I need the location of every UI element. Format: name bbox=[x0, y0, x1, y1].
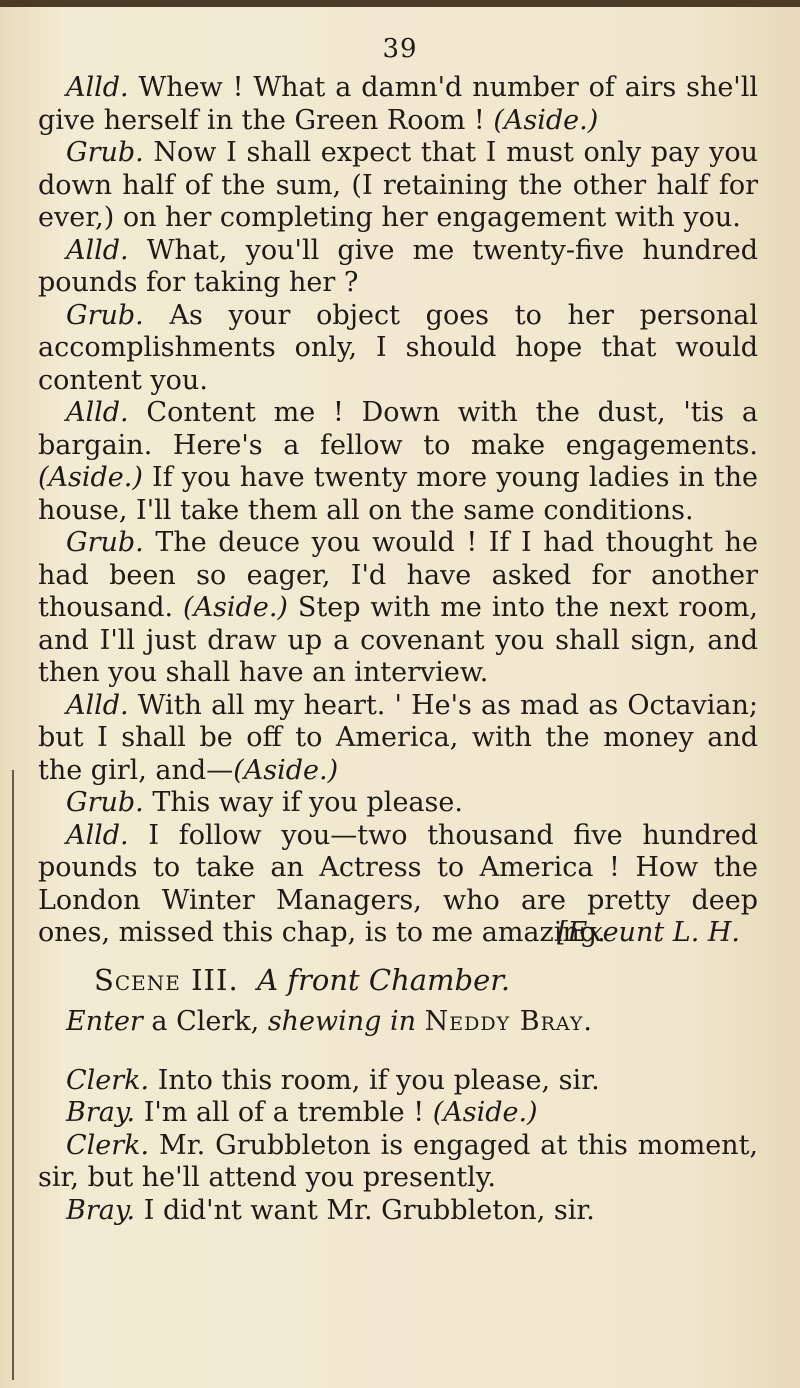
stage-text: a Clerk, bbox=[142, 1006, 268, 1037]
speaker: Grub. bbox=[66, 787, 144, 818]
line: Now I shall expect that I must only pay you down half of the sum, (I retaining the other half for ever,) on her completing her engagement with you. bbox=[38, 137, 758, 233]
stage-in: in bbox=[381, 1006, 425, 1037]
dialogue-paragraph bbox=[38, 235, 758, 300]
aside: (Aside.) bbox=[233, 754, 339, 786]
speaker: Grub. bbox=[66, 299, 144, 331]
page-number: 39 bbox=[382, 34, 418, 64]
speaker: Bray. bbox=[66, 1194, 136, 1226]
dialogue-paragraph bbox=[38, 787, 758, 820]
line: Step with me into the next room, and I'll just draw up a covenant you shall sign, and then you shall have an interview. bbox=[38, 592, 758, 688]
speaker: Clerk. bbox=[66, 1129, 150, 1161]
line: As your object goes to her personal accomplishments only, I should hope that would content you. bbox=[38, 299, 758, 396]
page-left-rule bbox=[12, 770, 14, 1380]
page-top-edge bbox=[0, 0, 800, 7]
stage-shewing: shewing bbox=[267, 1006, 382, 1037]
exit-direction: [Exeunt L. H. bbox=[557, 917, 740, 948]
aside: (Aside.) bbox=[493, 104, 599, 136]
line: The deuce you would ! If I had thought he had been so eager, I'd have asked for another thousand. bbox=[38, 527, 758, 623]
line: This way if you please. bbox=[143, 787, 463, 818]
speaker: Alld. bbox=[66, 689, 129, 721]
scene-location: A front Chamber. bbox=[257, 962, 511, 997]
line: I did'nt want Mr. Grubbleton, sir. bbox=[135, 1194, 595, 1226]
dialogue-paragraph bbox=[38, 72, 758, 137]
speaker: Bray. bbox=[66, 1097, 136, 1128]
dialogue-paragraph bbox=[38, 1065, 758, 1098]
scene-heading bbox=[94, 964, 758, 997]
speaker: Alld. bbox=[66, 234, 129, 266]
aside: (Aside.) bbox=[38, 462, 143, 493]
line: With all my heart. ' He's as mad as Octavian; but I shall be off to America, with the money and the girl, and— bbox=[38, 689, 758, 786]
stage-name: Neddy Bray. bbox=[424, 1006, 593, 1037]
play-text bbox=[38, 72, 758, 1227]
stage-enter: Enter bbox=[66, 1006, 143, 1037]
speaker: Alld. bbox=[66, 819, 129, 851]
dialogue-paragraph bbox=[38, 1130, 758, 1195]
dialogue-paragraph bbox=[38, 690, 758, 788]
scene-label: Scene III. bbox=[94, 962, 239, 997]
aside: (Aside.) bbox=[432, 1097, 538, 1128]
line: If you have twenty more young ladies in the house, I'll take them all on the same conditions. bbox=[38, 462, 758, 526]
dialogue-paragraph bbox=[38, 397, 758, 527]
speaker: Grub. bbox=[66, 527, 144, 558]
aside: (Aside.) bbox=[183, 592, 288, 623]
line: Whew ! What a damn'd number of airs she'll give herself in the Green Room ! bbox=[38, 72, 758, 136]
speaker: Grub. bbox=[66, 137, 144, 168]
dialogue-paragraph bbox=[38, 300, 758, 398]
speaker: Alld. bbox=[66, 397, 129, 428]
line: Content me ! Down with the dust, 'tis a bargain. Here's a fellow to make engagements. bbox=[38, 397, 758, 461]
line: I'm all of a tremble ! bbox=[135, 1097, 433, 1128]
dialogue-paragraph bbox=[38, 527, 758, 690]
stage-direction bbox=[66, 1006, 758, 1039]
line: What, you'll give me twenty-five hundred pounds for taking her ? bbox=[38, 234, 758, 298]
speaker: Alld. bbox=[66, 72, 129, 103]
line: Mr. Grubbleton is engaged at this moment, sir, but he'll attend you presently. bbox=[38, 1129, 758, 1193]
line: I follow you—two thousand five hundred pounds to take an Actress to America ! How the London Winter Managers, who are pretty deep ones, missed this chap, is to me amazing. bbox=[38, 819, 758, 948]
dialogue-paragraph bbox=[38, 137, 758, 235]
speaker: Clerk. bbox=[66, 1064, 150, 1096]
dialogue-paragraph bbox=[38, 1195, 758, 1228]
line: Into this room, if you please, sir. bbox=[149, 1064, 600, 1096]
dialogue-paragraph bbox=[38, 1097, 758, 1130]
